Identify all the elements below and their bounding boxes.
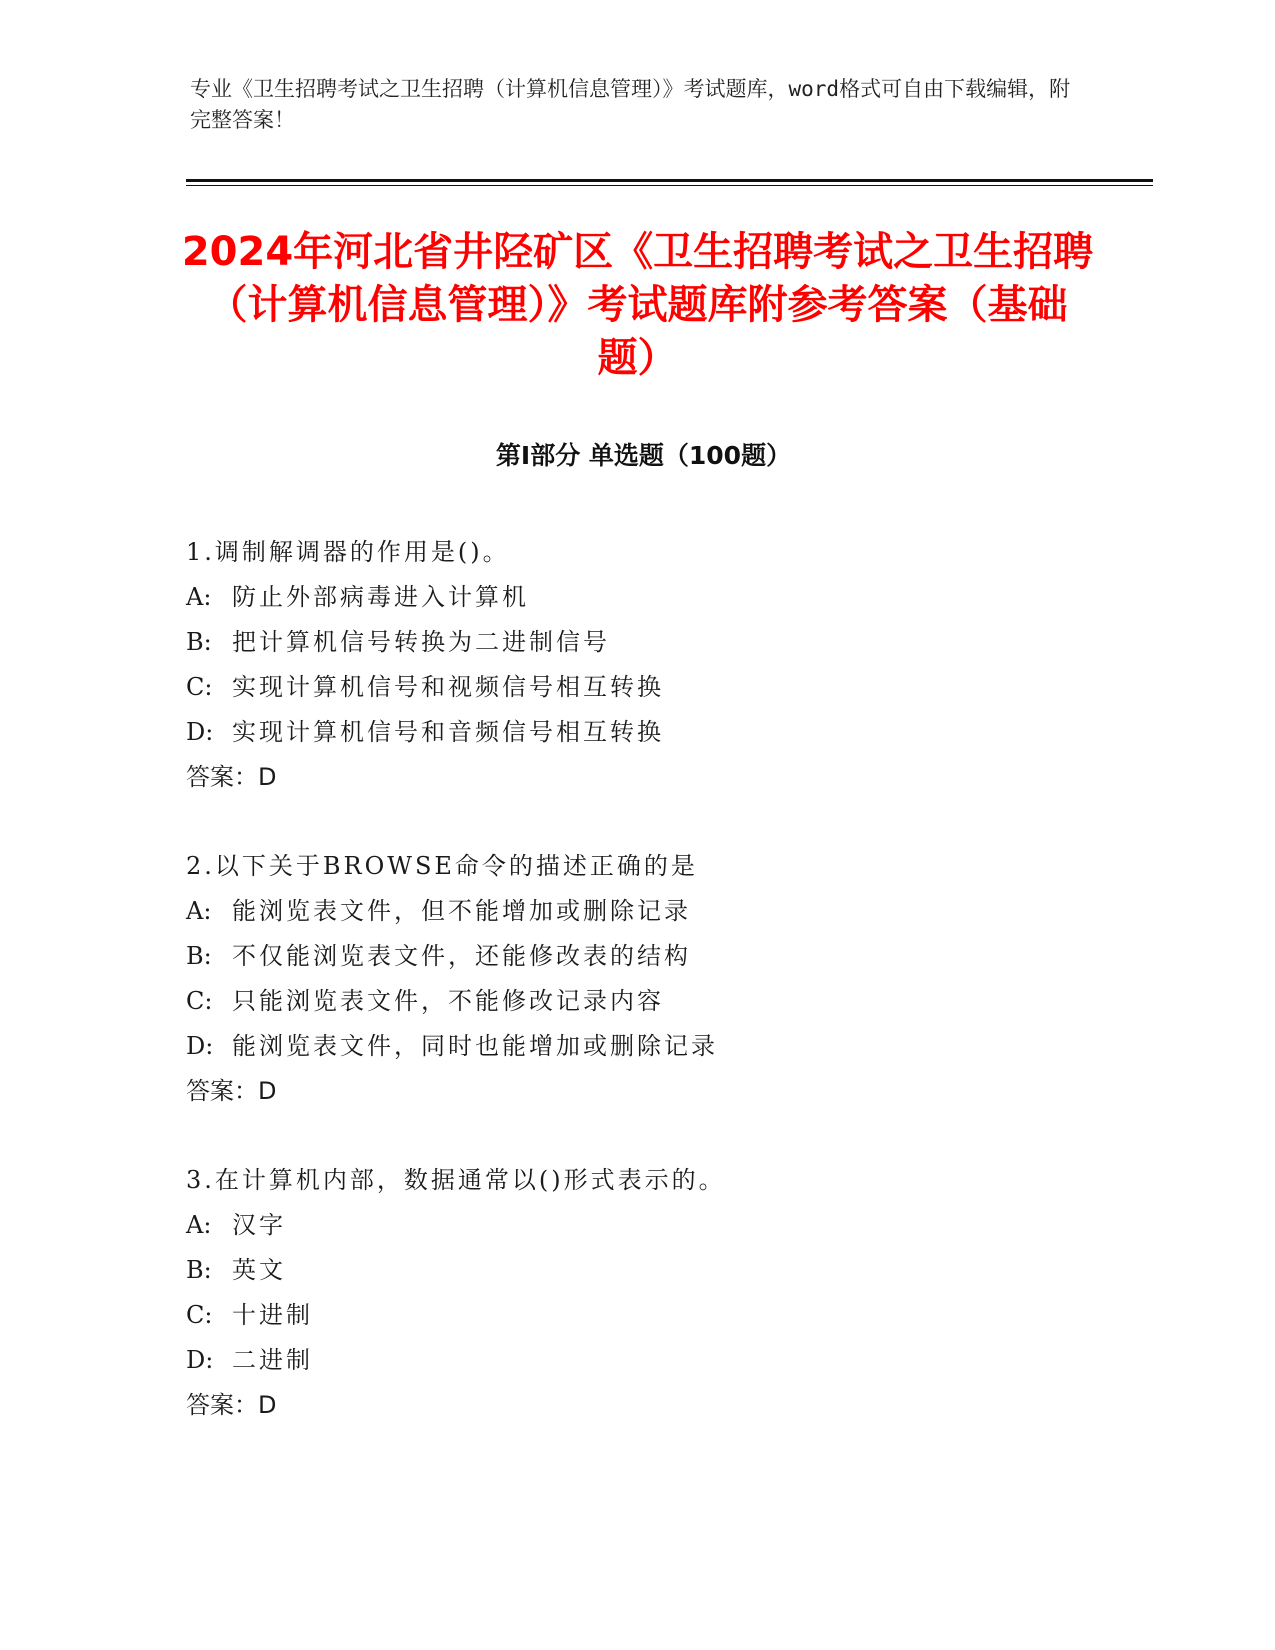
option-text: 十进制 (232, 1301, 313, 1329)
option-b (186, 934, 1086, 979)
option-letter: A: (186, 1211, 212, 1239)
option-a (186, 1203, 1086, 1248)
option-text: 英文 (232, 1256, 286, 1284)
answer-line: 答案：D (186, 1077, 277, 1105)
option-letter: D: (186, 1346, 214, 1374)
question-list (186, 530, 1086, 1472)
question-stem: 3.在计算机内部，数据通常以()形式表示的。 (186, 1166, 726, 1194)
option-letter: C: (186, 673, 213, 701)
option-text: 汉字 (232, 1211, 286, 1239)
option-d (186, 710, 1086, 755)
option-letter: C: (186, 987, 213, 1015)
option-letter: A: (186, 897, 212, 925)
option-letter: B: (186, 628, 212, 656)
option-letter: C: (186, 1301, 213, 1329)
option-text: 二进制 (232, 1346, 313, 1374)
question-2 (186, 844, 1086, 1114)
option-c (186, 979, 1086, 1024)
option-a (186, 889, 1086, 934)
option-letter: B: (186, 1256, 212, 1284)
section-heading: 第Ⅰ部分 单选题（100题） (495, 441, 792, 470)
answer-line: 答案：D (186, 1391, 277, 1419)
option-text: 不仅能浏览表文件，还能修改表的结构 (232, 942, 691, 970)
option-b (186, 620, 1086, 665)
option-letter: D: (186, 718, 214, 746)
option-a (186, 575, 1086, 620)
header-note: 专业《卫生招聘考试之卫生招聘（计算机信息管理）》考试题库，word格式可自由下载编辑，附完整答案！ (190, 77, 1071, 132)
header-divider-thin (186, 185, 1153, 186)
option-letter: B: (186, 942, 212, 970)
header-divider-thick (186, 179, 1153, 182)
question-stem: 1.调制解调器的作用是()。 (186, 538, 510, 566)
question-1 (186, 530, 1086, 800)
option-text: 只能浏览表文件，不能修改记录内容 (232, 987, 664, 1015)
option-d (186, 1024, 1086, 1069)
answer-line: 答案：D (186, 763, 277, 791)
option-b (186, 1248, 1086, 1293)
document-title: 2024年河北省井陉矿区《卫生招聘考试之卫生招聘（计算机信息管理）》考试题库附参考答案（基础题） (181, 229, 1094, 381)
option-d (186, 1338, 1086, 1383)
question-stem: 2.以下关于BROWSE命令的描述正确的是 (186, 852, 698, 880)
option-c (186, 1293, 1086, 1338)
option-text: 把计算机信号转换为二进制信号 (232, 628, 610, 656)
option-text: 实现计算机信号和音频信号相互转换 (232, 718, 664, 746)
option-letter: A: (186, 583, 212, 611)
option-text: 防止外部病毒进入计算机 (232, 583, 529, 611)
option-text: 能浏览表文件，同时也能增加或删除记录 (232, 1032, 718, 1060)
option-letter: D: (186, 1032, 214, 1060)
question-3 (186, 1158, 1086, 1428)
option-text: 能浏览表文件，但不能增加或删除记录 (232, 897, 691, 925)
option-text: 实现计算机信号和视频信号相互转换 (232, 673, 664, 701)
option-c (186, 665, 1086, 710)
